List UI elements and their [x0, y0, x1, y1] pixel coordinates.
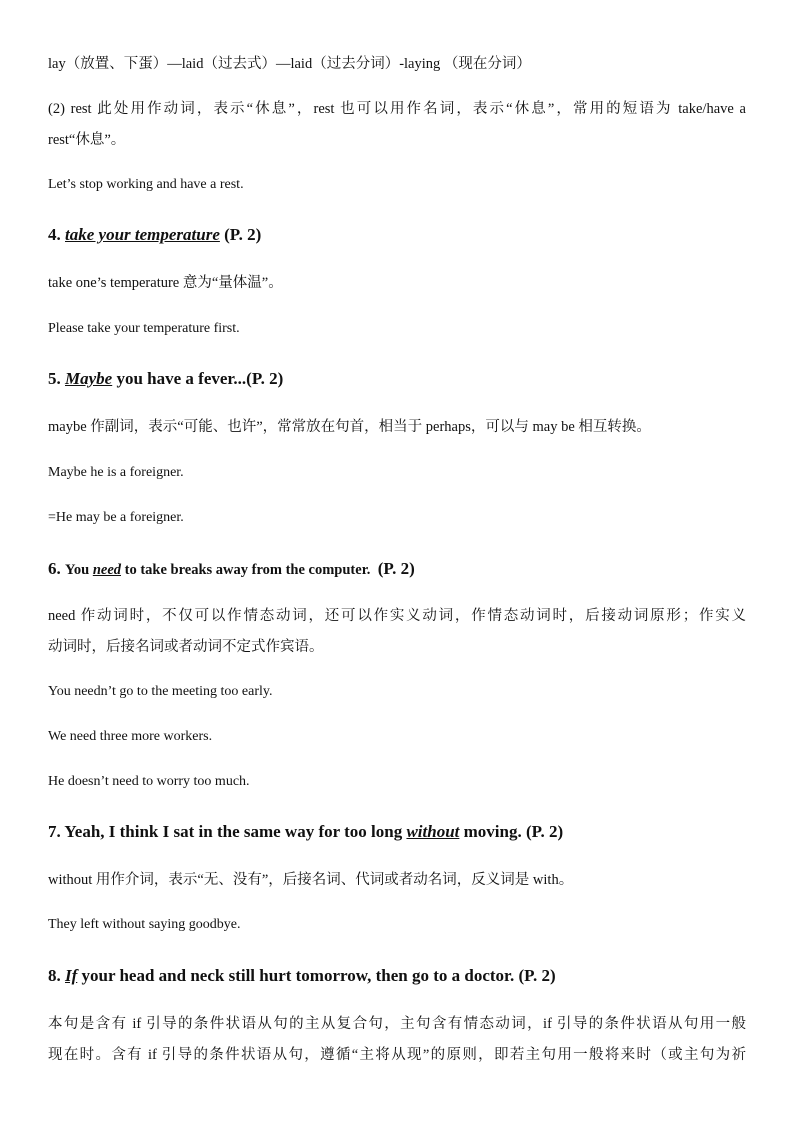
- section-heading-5: [48, 370, 283, 387]
- example-sentence: We need three more workers.: [48, 729, 213, 744]
- section-heading-4: [48, 226, 261, 243]
- heading-number: 6.: [48, 559, 65, 578]
- example-sentence: Maybe he is a foreigner.: [48, 465, 184, 480]
- heading-keyword: If: [65, 966, 78, 985]
- explanation-line-2: 现在时。含有 if 引导的条件状语从句，遵循“主将从现”的原则，即若主句用一般将来时（或主句为祈: [48, 1047, 746, 1063]
- heading-keyword: take your temperature: [65, 225, 220, 244]
- example-sentence: They left without saying goodbye.: [48, 917, 241, 932]
- heading-text: you have a fever...(P. 2): [112, 369, 284, 388]
- example-sentence: Let’s stop working and have a rest.: [48, 177, 244, 192]
- example-sentence: Please take your temperature first.: [48, 321, 240, 336]
- example-sentence: =He may be a foreigner.: [48, 510, 184, 525]
- heading-text: Yeah, I think I sat in the same way for too long: [64, 822, 407, 841]
- section-heading-8: [48, 967, 556, 984]
- heading-number: 5.: [48, 369, 65, 388]
- heading-keyword: without: [406, 822, 460, 841]
- heading-keyword: need: [92, 562, 121, 578]
- heading-text: You: [65, 562, 93, 578]
- note-rest-line-1: (2) rest 此处用作动词，表示“休息”，rest 也可以用作名词，表示“休息”，常用的短语为 take/have a: [48, 101, 746, 117]
- heading-page-ref: (P. 2): [219, 225, 262, 244]
- heading-number: 8.: [48, 966, 65, 985]
- explanation-line-2: 动词时，后接名词或者动词不定式作宾语。: [48, 639, 324, 655]
- explanation-line: without 用作介词，表示“无、没有”，后接名词、代词或者动名词，反义词是 with。: [48, 872, 574, 888]
- heading-text: moving. (P. 2): [459, 822, 564, 841]
- heading-keyword: Maybe: [65, 369, 113, 388]
- explanation-line: take one’s temperature 意为“量体温”。: [48, 275, 283, 291]
- verb-forms-line: lay（放置、下蛋）—laid（过去式）—laid（过去分词）-laying （现在分词）: [48, 56, 531, 72]
- example-sentence: You needn’t go to the meeting too early.: [48, 684, 273, 699]
- heading-text: to take breaks away from the computer.: [121, 562, 371, 578]
- note-rest-line-2: rest“休息”。: [48, 132, 126, 148]
- section-heading-7: [48, 823, 563, 840]
- explanation-line: maybe 作副词，表示“可能、也许”，常常放在句首，相当于 perhaps，可以与 may be 相互转换。: [48, 419, 651, 435]
- explanation-line-1: 本句是含有 if 引导的条件状语从句的主从复合句，主句含有情态动词，if 引导的条件状语从句用一般: [48, 1016, 746, 1032]
- section-heading-6: [48, 560, 415, 578]
- heading-text: your head and neck still hurt tomorrow, then go to a doctor. (P. 2): [77, 966, 556, 985]
- example-sentence: He doesn’t need to worry too much.: [48, 774, 250, 789]
- heading-page-ref: (P. 2): [377, 559, 415, 578]
- heading-number: 4.: [48, 225, 65, 244]
- explanation-line-1: need 作动词时，不仅可以作情态动词，还可以作实义动词，作情态动词时，后接动词原形；作实义: [48, 608, 746, 624]
- heading-number: 7.: [48, 822, 65, 841]
